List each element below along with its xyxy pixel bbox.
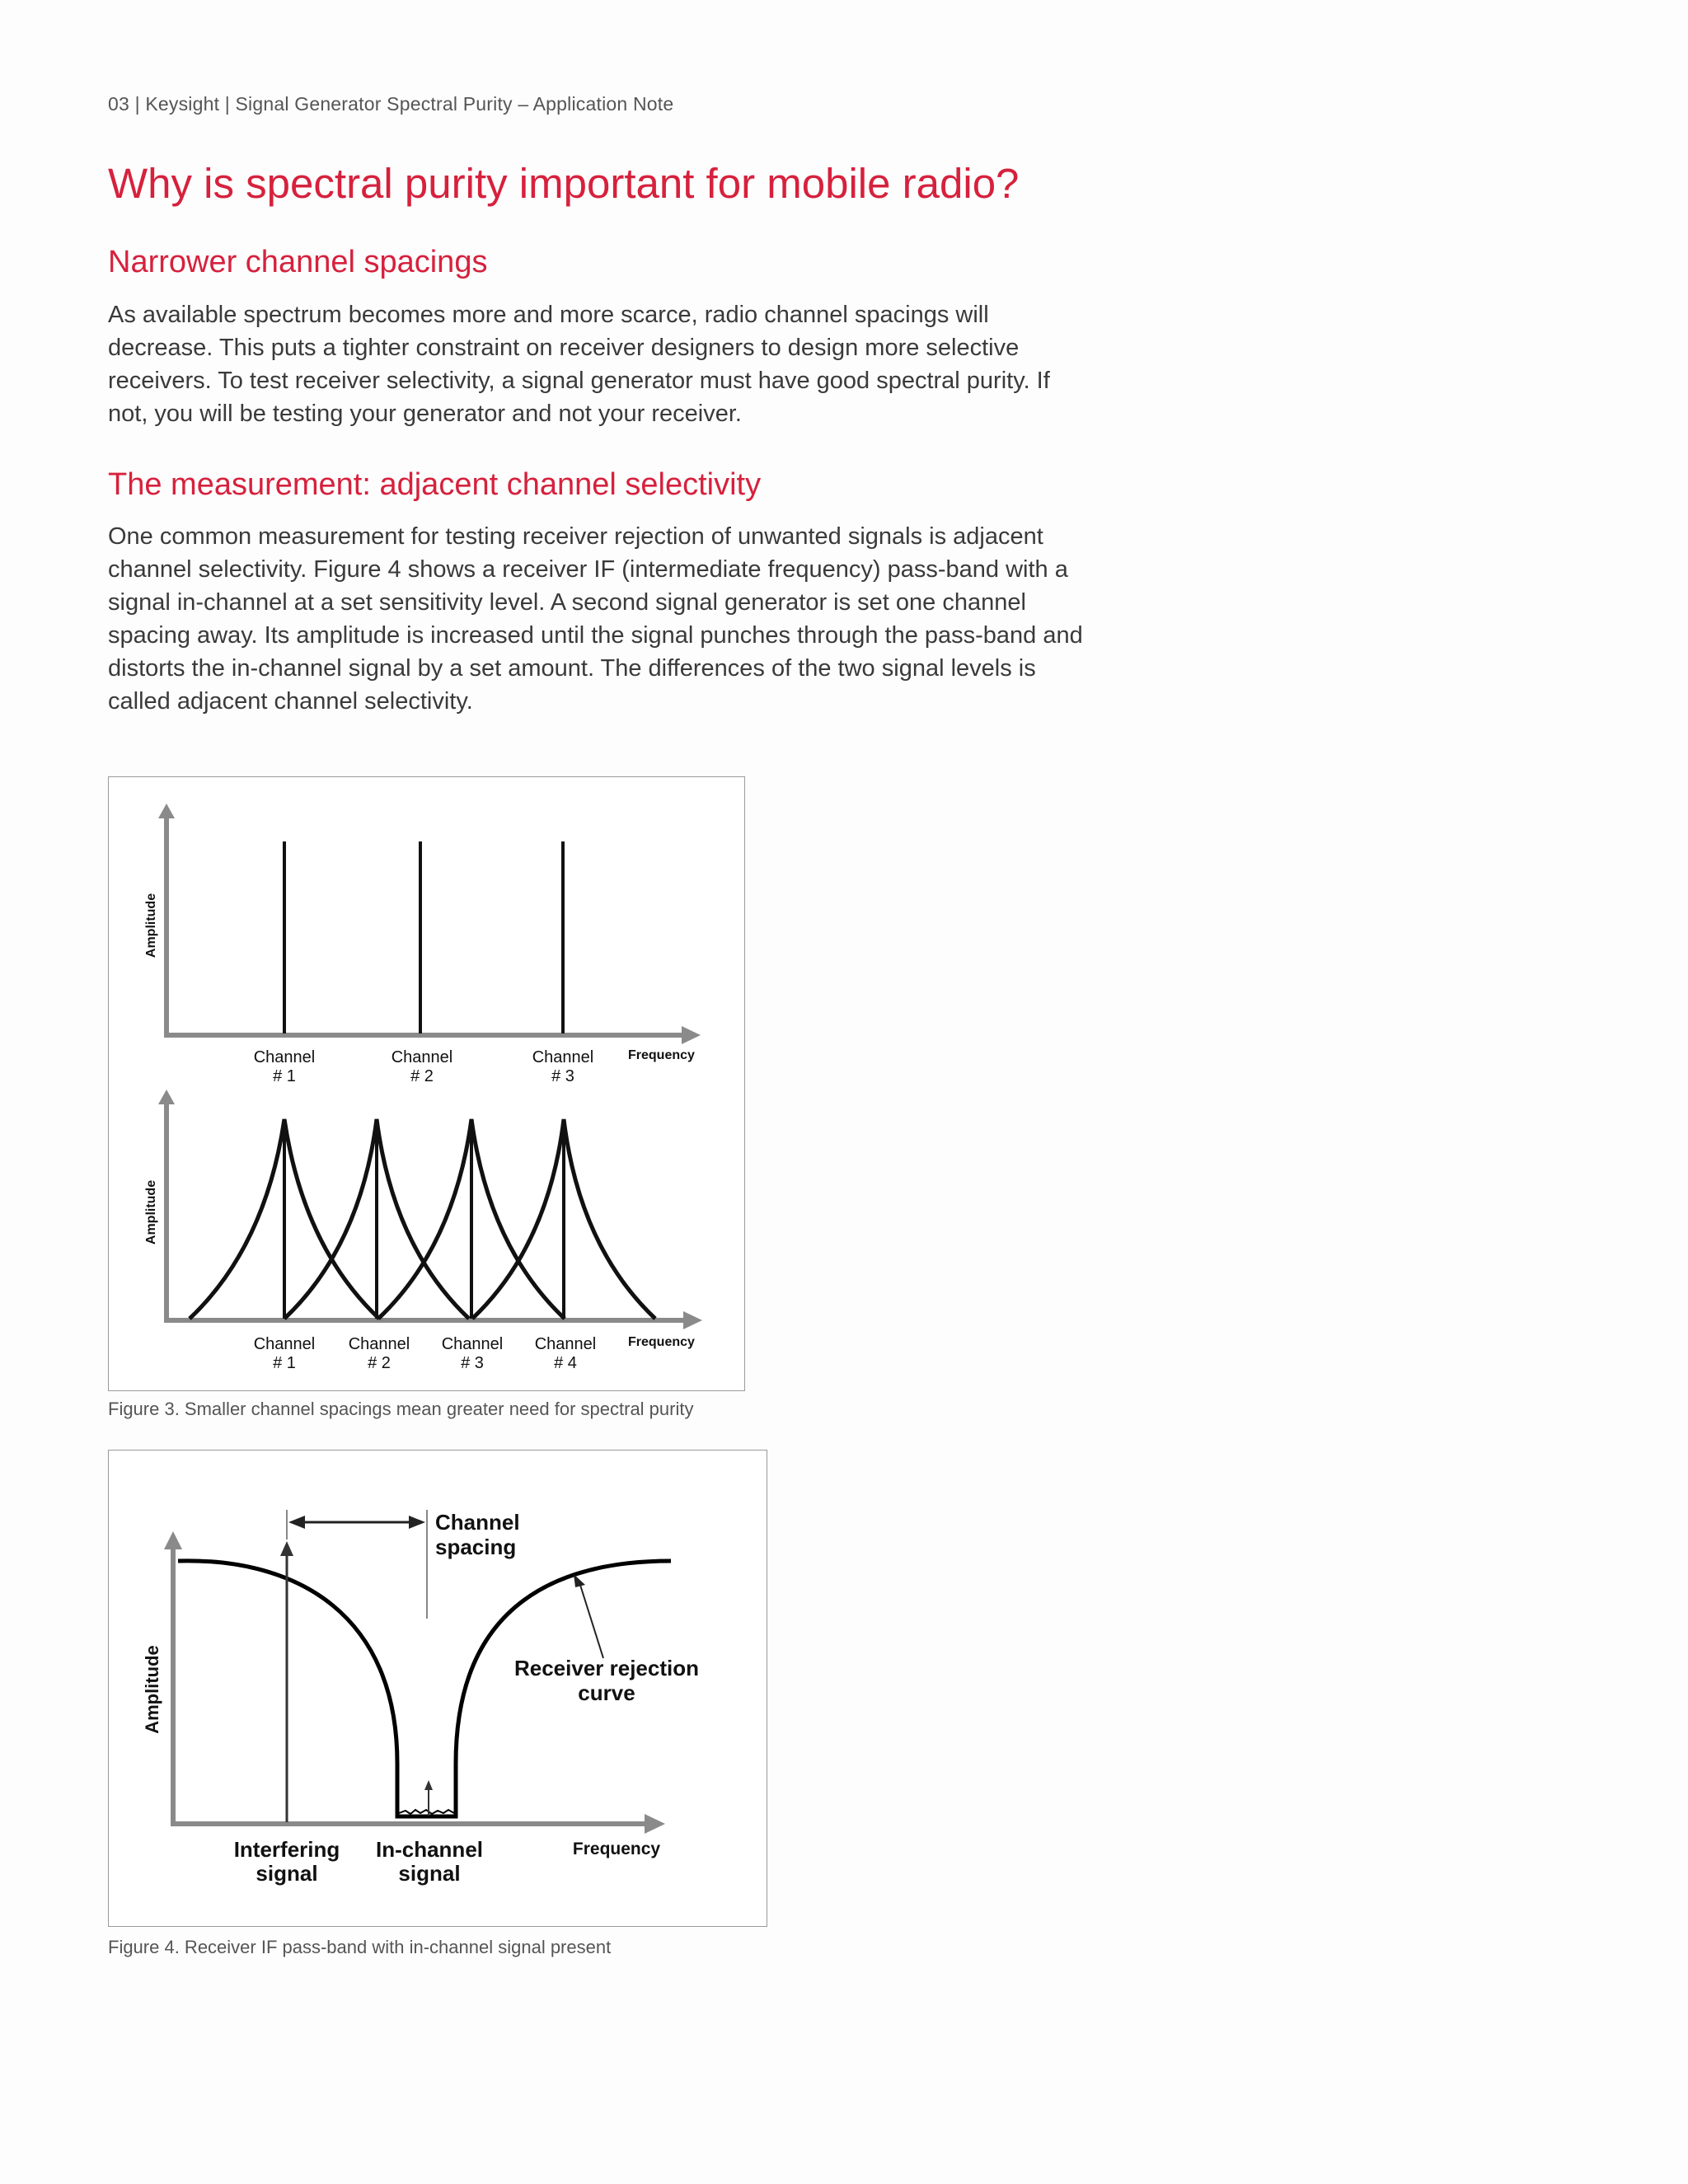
- figure-4-caption: Figure 4. Receiver IF pass-band with in-channel signal present: [108, 1937, 612, 1957]
- rejection-pointer: [579, 1582, 603, 1658]
- receiver-rejection-label-1: Receiver rejection: [513, 1656, 700, 1680]
- bottom-channel-1-number: # 1: [273, 1354, 296, 1372]
- bottom-channel-3-number: # 3: [461, 1354, 484, 1372]
- channel-spacing-label-1: Channel: [435, 1510, 520, 1535]
- in-channel-signal-arrowhead: [424, 1780, 433, 1790]
- interfering-signal-label-2: signal: [256, 1861, 318, 1886]
- top-channel-3-number: # 3: [551, 1067, 574, 1085]
- top-ylabel: Amplitude: [144, 893, 158, 958]
- bottom-channel-4-number: # 4: [554, 1354, 577, 1372]
- in-channel-noise: [399, 1810, 454, 1814]
- in-channel-signal-label-2: signal: [398, 1861, 461, 1886]
- top-channel-2-number: # 2: [410, 1067, 434, 1085]
- page-header: 03 | Keysight | Signal Generator Spectral Purity – Application Note: [108, 93, 674, 115]
- top-channel-2-label: Channel: [391, 1048, 453, 1066]
- bottom-xlabel: Frequency: [628, 1335, 695, 1349]
- interfering-signal-arrowhead: [280, 1541, 293, 1556]
- bottom-ylabel: Amplitude: [144, 1179, 158, 1245]
- section-heading-adjacent-channel-selectivity: The measurement: adjacent channel selectivity: [108, 467, 762, 502]
- section-body-adjacent-channel-selectivity: One common measurement for testing receiver rejection of unwanted signals is adjacent channel selectivity. Figure 4 shows a receiver IF (intermediate frequency) pass-band with a signal in-channel at a set sensitivity level. A second signal generator is set one channel spacing away. Its amplitude is increased until the signal punches through the pass-band and distorts the in-channel signal by a set amount. The differences of the two signal levels is called adjacent channel selectivity.: [108, 523, 1083, 715]
- figure-3-caption: Figure 3. Smaller channel spacings mean greater need for spectral purity: [108, 1399, 694, 1419]
- figure-4: [108, 1450, 767, 1927]
- bottom-channel-1-label: Channel: [253, 1335, 316, 1353]
- rejection-pointer-head: [574, 1574, 585, 1587]
- top-channel-3-label: Channel: [532, 1048, 594, 1066]
- figure-3-diagram: [109, 777, 744, 1390]
- top-channel-1-label: Channel: [253, 1048, 316, 1066]
- spacing-arrow-right: [409, 1516, 425, 1529]
- bottom-channel-2-label: Channel: [348, 1335, 410, 1353]
- top-x-axis-arrow: [682, 1026, 701, 1044]
- bottom-x-axis-arrow: [683, 1311, 702, 1329]
- spacing-arrow-left: [288, 1516, 305, 1529]
- section-heading-narrower-channel-spacings: Narrower channel spacings: [108, 245, 488, 279]
- bottom-channel-2-number: # 2: [368, 1354, 391, 1372]
- fig4-ylabel: Amplitude: [142, 1645, 162, 1734]
- page-title: Why is spectral purity important for mobile radio?: [108, 160, 1020, 207]
- fig4-xlabel: Frequency: [572, 1840, 661, 1858]
- top-xlabel: Frequency: [628, 1048, 695, 1062]
- top-channel-1-number: # 1: [273, 1067, 296, 1085]
- bottom-channel-4-label: Channel: [534, 1335, 597, 1353]
- interfering-signal-label-1: Interfering: [233, 1837, 340, 1862]
- figure-3: [108, 776, 745, 1391]
- top-y-axis-arrow: [158, 804, 175, 818]
- fig4-x-axis-arrow: [645, 1814, 665, 1834]
- receiver-rejection-label-2: curve: [578, 1680, 635, 1705]
- channel-spacing-label-2: spacing: [435, 1535, 517, 1559]
- in-channel-signal-label-1: In-channel: [375, 1837, 484, 1862]
- bottom-y-axis-arrow: [158, 1090, 175, 1104]
- section-body-narrower-channel-spacings: As available spectrum becomes more and more scarce, radio channel spacings will decrease. This puts a tighter constraint on receiver designers to design more selective receivers. To test receiver selectivity, a signal generator must have good spectral purity. If not, you will be testing your generator and not your receiver.: [108, 302, 1050, 427]
- fig4-y-axis-arrow: [164, 1531, 182, 1549]
- bottom-channel-3-label: Channel: [441, 1335, 504, 1353]
- figure-4-diagram: [109, 1451, 767, 1926]
